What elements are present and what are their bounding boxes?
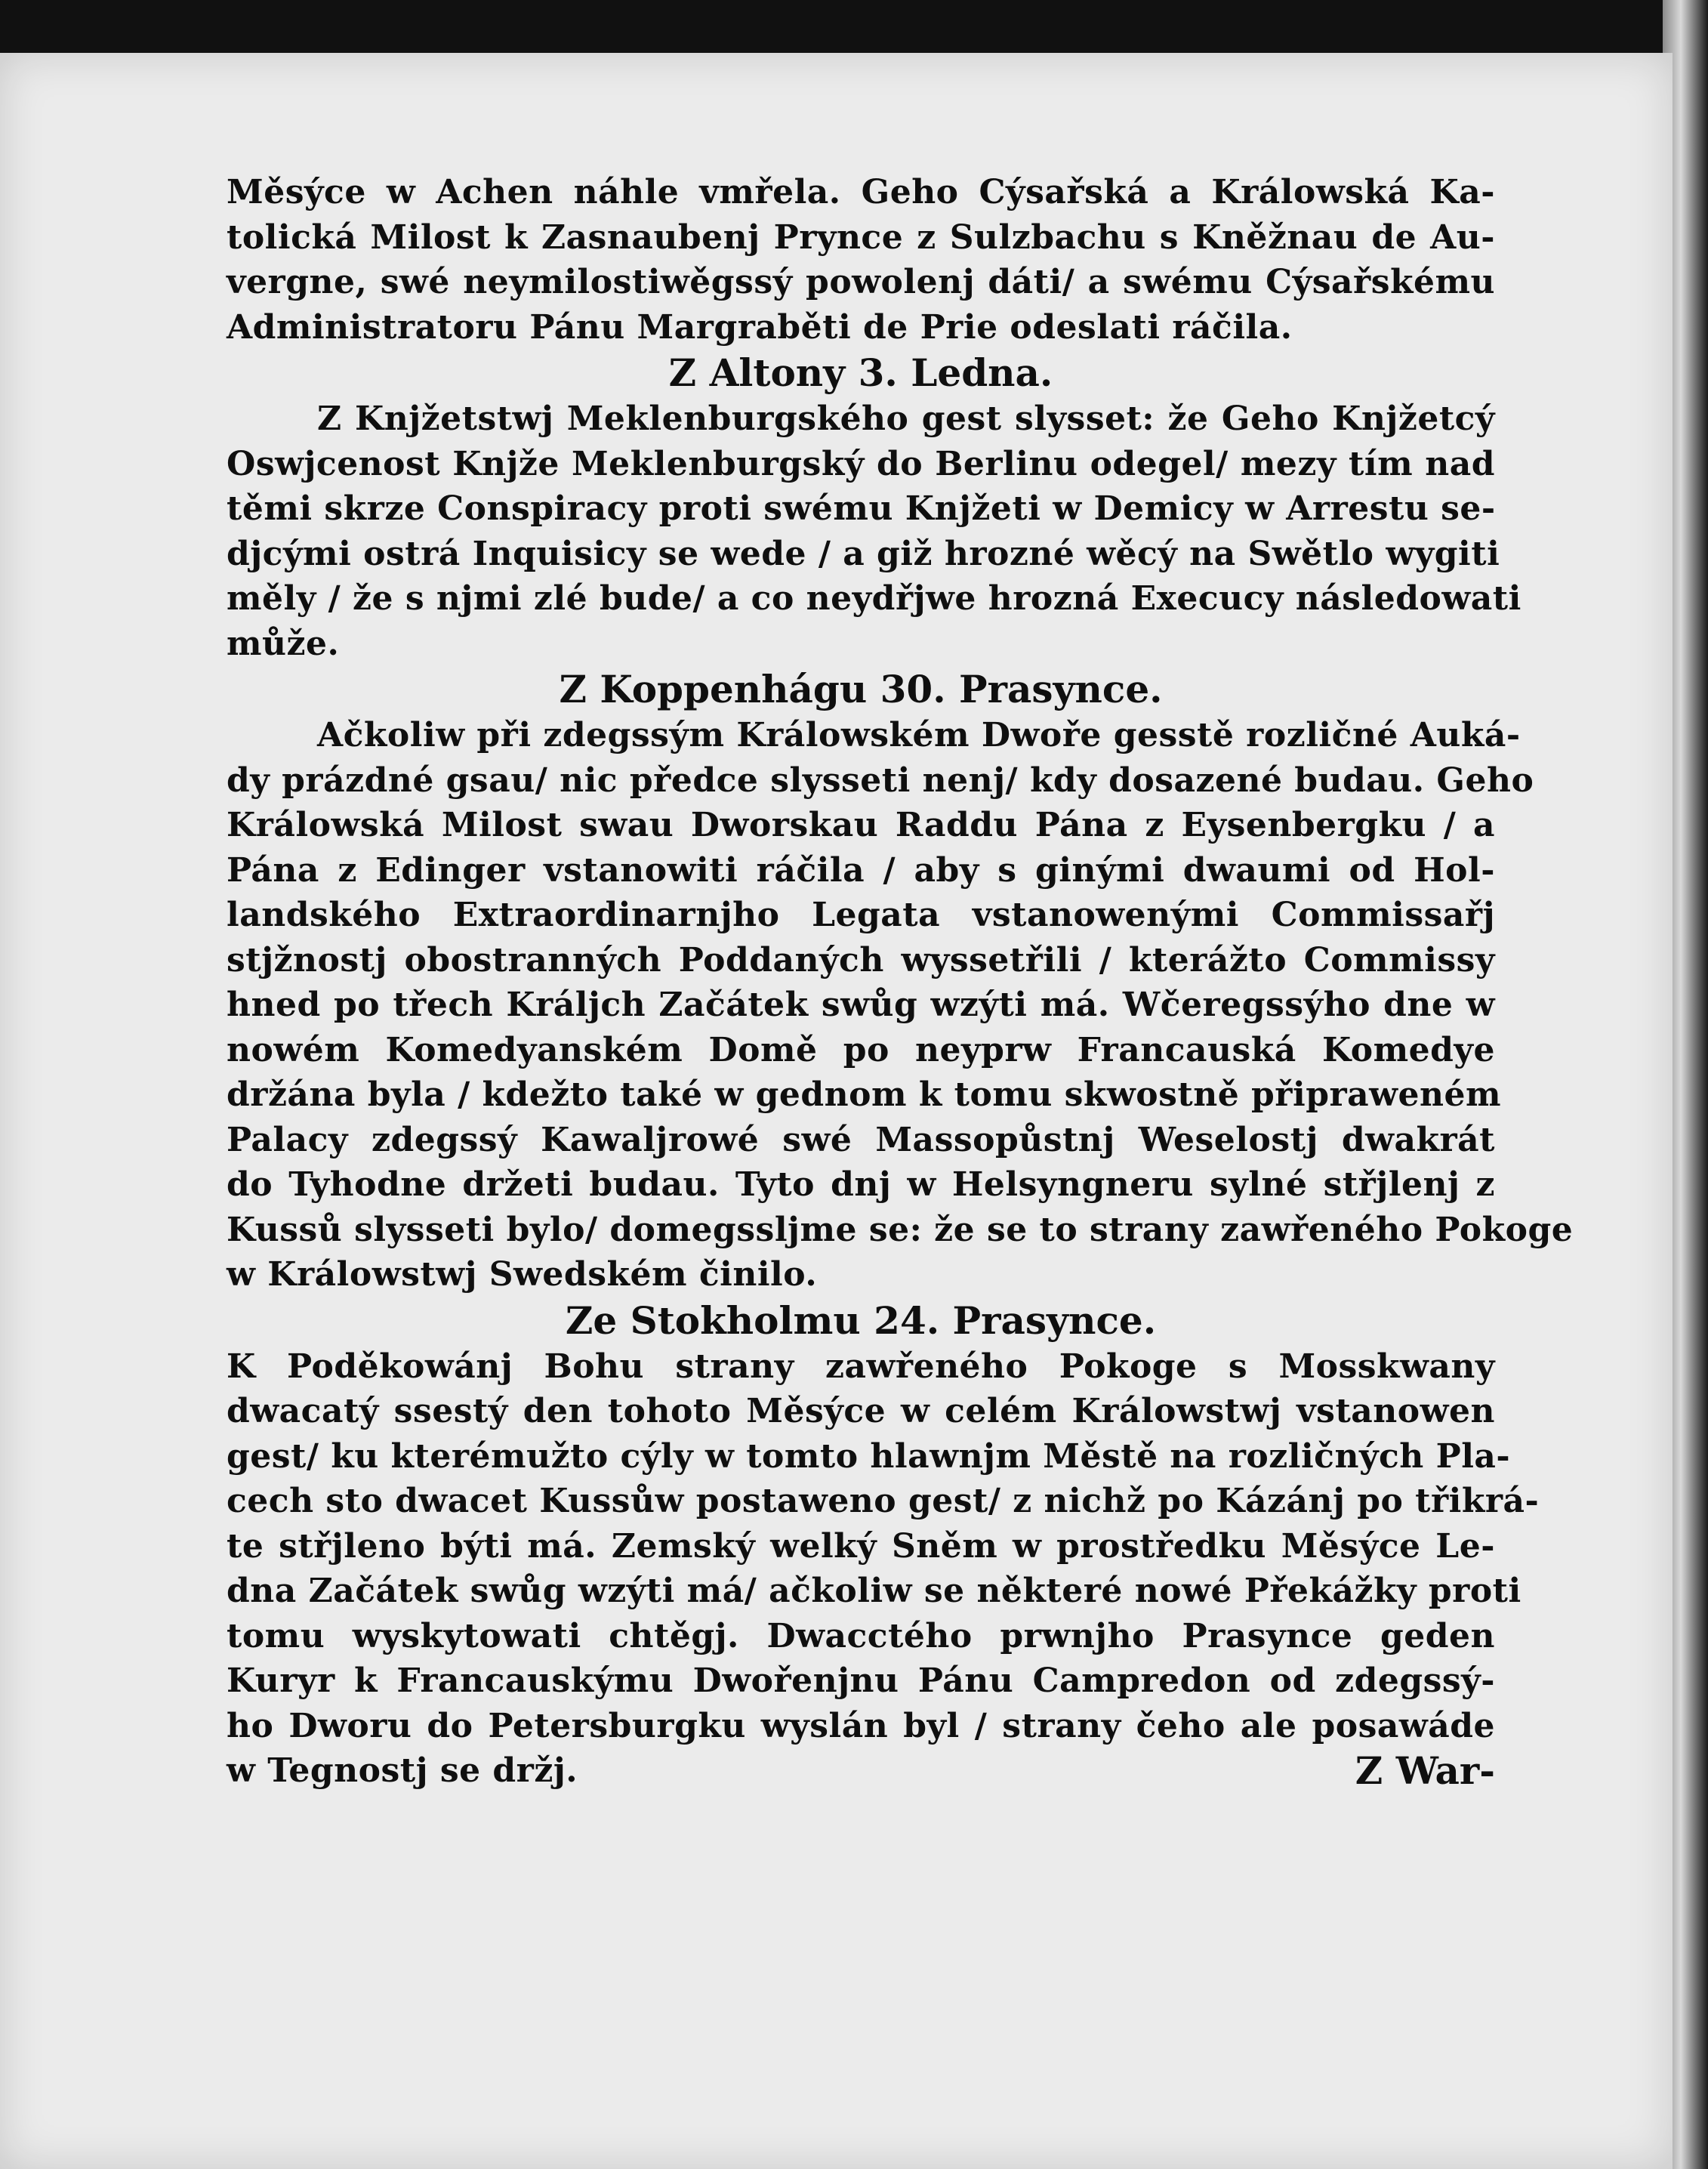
text-line: Kuryr k Francauskýmu Dwořenjnu Pánu Campredon od zdegssý- (227, 1661, 1495, 1700)
paragraph-2 (227, 396, 1521, 666)
text-line: Pána z Edinger vstanowiti ráčila / aby s ginými dwaumi od Hol- (227, 850, 1495, 890)
text-line: dwacatý ssestý den tohoto Měsýce w celém Králowstwj vstanowen (227, 1392, 1495, 1430)
text-line: Ačkoliw při zdegssým Králowském Dwoře gesstě rozličné Auká- (317, 716, 1521, 754)
text-line: Měsýce w Achen náhle vmřela. Geho Cýsařská a Králowská Ka- (227, 173, 1495, 211)
text-line: te střjleno býti má. Zemský welký Sněm w prostředku Měsýce Le- (227, 1526, 1495, 1566)
text-line: Palacy zdegssý Kawaljrowé swé Massopůstnj Weselostj dwakrát (227, 1120, 1495, 1159)
text-line: hned po třech Králjch Začátek swůg wzýti má. Wčeregssýho dne w (227, 986, 1495, 1024)
catchword: Z War- (1355, 1748, 1495, 1793)
section-heading-altona: Z Altony 3. Ledna. (668, 350, 1053, 395)
document-page (0, 53, 1673, 2169)
text-line: Kussů slysseti bylo/ domegssljme se: že se to strany zawřeného Pokoge (227, 1210, 1574, 1249)
text-line: těmi skrze Conspiracy proti swému Knjžeti w Demicy w Arrestu se- (227, 489, 1496, 528)
text-line: tolická Milost k Zasnaubenj Prynce z Sulzbachu s Kněžnau de Au- (227, 218, 1495, 257)
text-line: může. (227, 624, 340, 663)
section-heading-stockholm: Ze Stokholmu 24. Prasynce. (565, 1297, 1157, 1343)
text-line: nowém Komedyanském Domě po neyprw Francauská Komedye (227, 1030, 1495, 1069)
text-line: dna Začátek swůg wzýti má/ ačkoliw se některé nowé Překážky proti (227, 1572, 1521, 1610)
text-line: stjžnostj obostranných Poddaných wyssetřili / kterážto Commissy (227, 940, 1495, 980)
text-line: držána byla / kdežto také w gednom k tomu skwostně připraweném (227, 1075, 1502, 1114)
paragraph-4 (227, 1344, 1540, 1794)
text-line: Administratoru Pánu Margraběti de Prie odeslati ráčila. (227, 307, 1293, 347)
text-line: Z Knjžetstwj Meklenburgského gest slysset: že Geho Knjžetcý (317, 400, 1495, 438)
text-line: Oswjcenost Knjže Meklenburgský do Berlinu odegel/ mezy tím nad (227, 444, 1495, 483)
text-line: cech sto dwacet Kussůw postaweno gest/ z nichž po Kázánj po třikrá- (227, 1482, 1540, 1520)
text-line: w Tegnostj se držj. (227, 1751, 578, 1790)
text-line: vergne, swé neymilostiwěgssý powolenj dáti/ a swému Cýsařskému (227, 263, 1495, 301)
text-line: w Králowstwj Swedském činilo. (227, 1255, 818, 1294)
text-line: tomu wyskytowati chtěgj. Dwacctého prwnjho Prasynce geden (227, 1616, 1495, 1655)
section-heading-copenhagen: Z Koppenhágu 30. Prasynce. (559, 667, 1163, 711)
paragraph-1 (227, 170, 1495, 350)
text-line: do Tyhodne držeti budau. Tyto dnj w Helsyngneru sylné střjlenj z (227, 1165, 1495, 1204)
text-line: K Poděkowánj Bohu strany zawřeného Pokoge s Mosskwany (227, 1347, 1495, 1386)
text-line: Králowská Milost swau Dworskau Raddu Pána z Eysenbergku / a (227, 806, 1495, 844)
page-text (227, 170, 1574, 1794)
last-line-row (227, 1748, 1495, 1794)
text-line: měly / že s njmi zlé bude/ a co neydřjwe hrozná Execucy následowati (227, 579, 1521, 618)
text-line: landského Extraordinarnjho Legata vstanowenými Commissařj (227, 896, 1495, 934)
text-line: ho Dworu do Petersburgku wyslán byl / strany čeho ale posawáde (227, 1706, 1495, 1745)
paragraph-3 (227, 713, 1574, 1297)
text-line: dy prázdné gsau/ nic předce slysseti nenj/ kdy dosazené budau. Geho (227, 761, 1534, 800)
text-line: gest/ ku kterémužto cýly w tomto hlawnjm Městě na rozličných Pla- (227, 1436, 1511, 1476)
text-line: djcými ostrá Inquisicy se wede / a giž hrozné wěcý na Swětlo wygiti (227, 534, 1500, 573)
